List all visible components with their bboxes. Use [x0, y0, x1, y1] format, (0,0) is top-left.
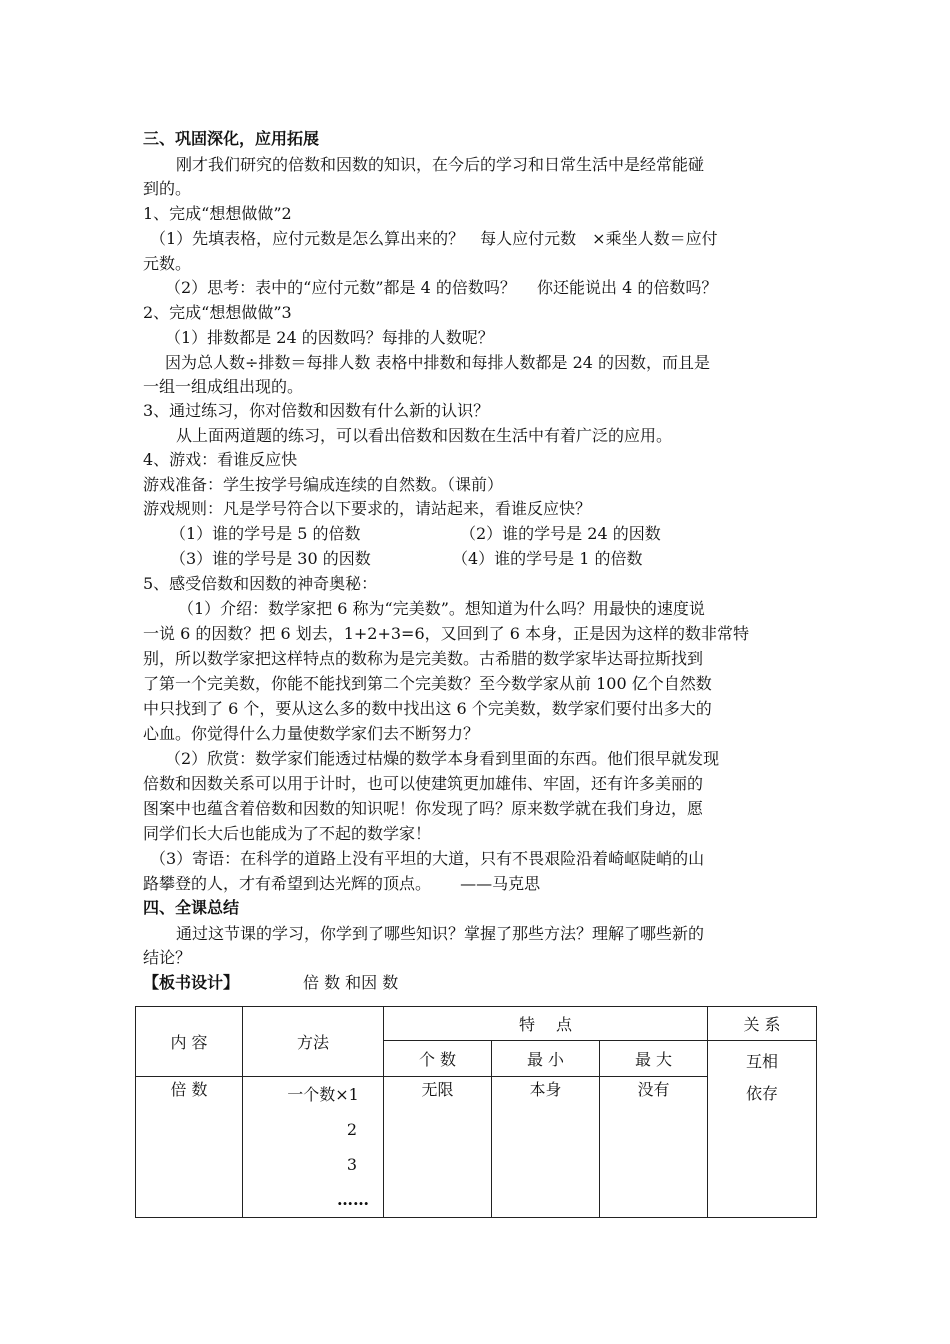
paragraph-line: 刚才我们研究的倍数和因数的知识，在今后的学习和日常生活中是经常能碰 — [176, 155, 705, 174]
method-cell — [243, 1077, 384, 1218]
game-rule-2: （2）谁的学号是 24 的因数 — [460, 524, 661, 543]
paragraph-line: 元数。 — [143, 254, 192, 273]
paragraph-line: 一组一组成组出现的。 — [143, 377, 304, 396]
paragraph-line: （2）思考：表中的“应付元数”都是 4 的倍数吗？ 你还能说出 4 的倍数吗？ — [165, 278, 718, 297]
paragraph-line: （1）介绍：数学家把 6 称为“完美数”。想知道为什么吗？用最快的速度说 — [178, 599, 705, 618]
method-line-3: 3 — [346, 1155, 358, 1174]
paragraph-line: 了第一个完美数，你能不能找到第二个完美数？至今数学家从前 100 亿个自然数 — [143, 674, 712, 693]
item-4-title: 4、游戏：看谁反应快 — [143, 450, 298, 469]
game-rule-3: （3）谁的学号是 30 的因数 — [170, 549, 371, 568]
relation-text-1: 互相 — [745, 1052, 778, 1071]
subheader-max: 最 大 — [600, 1041, 708, 1077]
paragraph-line: 图案中也蕴含着倍数和因数的知识呢！你发现了吗？原来数学就在我们身边，愿 — [143, 799, 704, 818]
subheader-min: 最 小 — [492, 1041, 600, 1077]
item-1-title: 1、完成“想想做做”2 — [143, 204, 292, 223]
paragraph-line: 游戏规则：凡是学号符合以下要求的，请站起来，看谁反应快？ — [143, 499, 592, 518]
board-table — [135, 1006, 817, 1218]
paragraph-line: 结论？ — [143, 948, 192, 967]
header-feature: 特 点 — [384, 1007, 708, 1041]
header-relation: 关 系 — [708, 1007, 817, 1041]
paragraph-line: 游戏准备：学生按学号编成连续的自然数。（课前） — [143, 475, 504, 494]
paragraph-line: （1）先填表格，应付元数是怎么算出来的？ 每人应付元数 ×乘坐人数＝应付 — [150, 229, 718, 248]
min-cell: 本身 — [492, 1077, 600, 1218]
paragraph-line: 同学们长大后也能成为了不起的数学家！ — [143, 824, 432, 843]
subheader-count: 个 数 — [384, 1041, 492, 1077]
section-4-title: 四、全课总结 — [143, 898, 240, 917]
relation-cell — [708, 1041, 817, 1218]
section-3-title: 三、巩固深化，应用拓展 — [143, 129, 320, 148]
item-5-title: 5、感受倍数和因数的神奇奥秘： — [143, 574, 378, 593]
paragraph-line: 路攀登的人，才有希望到达光辉的顶点。 ——马克思 — [143, 874, 541, 893]
paragraph-line: 一说 6 的因数？把 6 划去，1+2+3=6，又回到了 6 本身，正是因为这样的数非常特 — [143, 624, 749, 643]
item-3-title: 3、通过练习，你对倍数和因数有什么新的认识？ — [143, 401, 490, 420]
game-rule-4: （4）谁的学号是 1 的倍数 — [452, 549, 643, 568]
paragraph-line: 到的。 — [143, 179, 192, 198]
paragraph-line: （1）排数都是 24 的因数吗？每排的人数呢？ — [165, 328, 494, 347]
paragraph-line: 心血。你觉得什么力量使数学家们去不断努力？ — [143, 724, 480, 743]
method-line-4: …… — [337, 1190, 369, 1209]
board-design-label: 【板书设计】 — [143, 973, 240, 992]
paragraph-line: （2）欣赏：数学家们能透过枯燥的数学本身看到里面的东西。他们很早就发现 — [165, 749, 720, 768]
game-rule-1: （1）谁的学号是 5 的倍数 — [170, 524, 361, 543]
method-line-1: 一个数×1 — [287, 1085, 359, 1104]
header-method: 方法 — [243, 1007, 384, 1077]
count-cell: 无限 — [384, 1077, 492, 1218]
paragraph-line: 从上面两道题的练习，可以看出倍数和因数在生活中有着广泛的应用。 — [176, 426, 673, 445]
item-2-title: 2、完成“想想做做”3 — [143, 303, 292, 322]
paragraph-line: 因为总人数÷排数＝每排人数 表格中排数和每排人数都是 24 的因数，而且是 — [165, 353, 711, 372]
row-label-multiple: 倍 数 — [136, 1077, 243, 1218]
relation-text-2: 依存 — [745, 1084, 778, 1103]
max-cell: 没有 — [600, 1077, 708, 1218]
paragraph-line: 中只找到了 6 个，要从这么多的数中找出这 6 个完美数，数学家们要付出多大的 — [143, 699, 712, 718]
header-content: 内 容 — [136, 1007, 243, 1077]
paragraph-line: 通过这节课的学习，你学到了哪些知识？掌握了那些方法？理解了哪些新的 — [176, 924, 705, 943]
board-title: 倍 数 和因 数 — [303, 973, 399, 992]
paragraph-line: 倍数和因数关系可以用于计时，也可以使建筑更加雄伟、牢固，还有许多美丽的 — [143, 774, 704, 793]
method-line-2: 2 — [346, 1120, 358, 1139]
paragraph-line: 别，所以数学家把这样特点的数称为是完美数。古希腊的数学家毕达哥拉斯找到 — [143, 649, 704, 668]
paragraph-line: （3）寄语：在科学的道路上没有平坦的大道，只有不畏艰险沿着崎岖陡峭的山 — [150, 849, 705, 868]
